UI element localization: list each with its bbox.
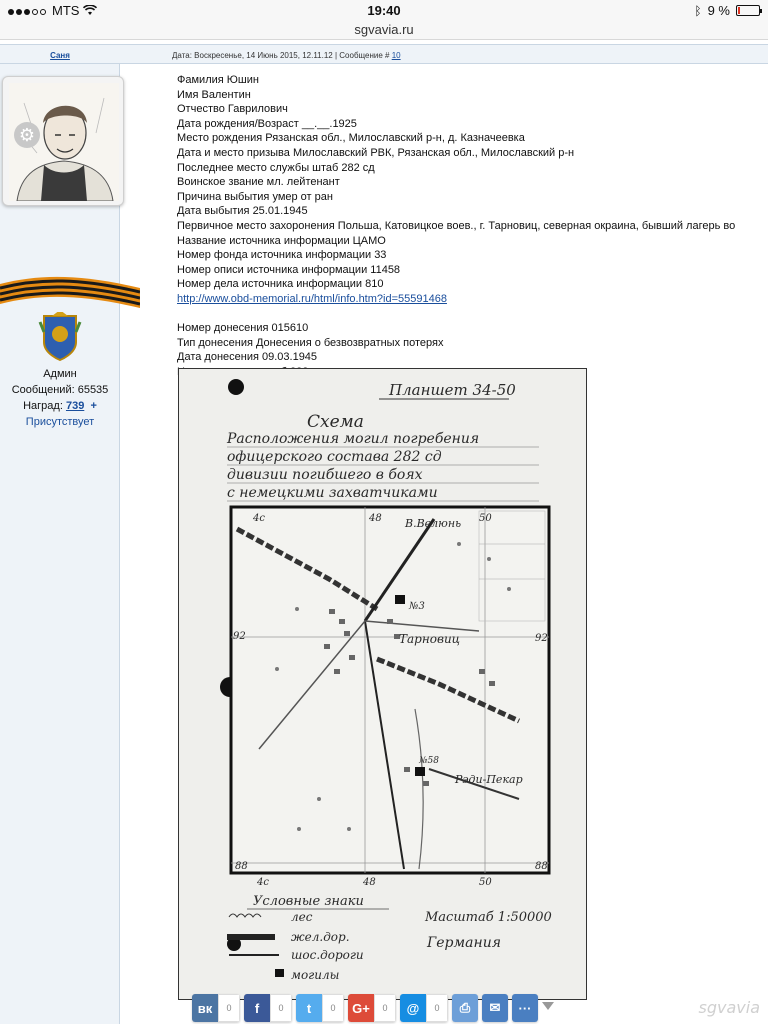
author-profile-panel: [0, 64, 120, 1024]
grid-label: 48: [369, 513, 382, 524]
share-twitter-button[interactable]: [296, 994, 344, 1022]
gear-icon[interactable]: ⚙: [14, 122, 40, 148]
town-label: В.Велюнь: [405, 517, 462, 530]
grid-label: 50: [479, 877, 492, 888]
google-plus-icon: G+: [348, 994, 374, 1022]
record-line: Дата и место призыва Милославский РВК, Рязанская обл., Милославский р-н: [177, 146, 575, 159]
record-line: Воинское звание мл. лейтенант: [177, 176, 340, 189]
scale-label: Масштаб 1:50000: [425, 910, 552, 925]
legend-title: Условные знаки: [253, 894, 364, 909]
grave-label: №58: [419, 756, 439, 766]
record-line: Номер дела источника информации 810: [177, 278, 384, 291]
share-facebook-button[interactable]: [244, 994, 292, 1022]
record-line: Последнее место службы штаб 282 сд: [177, 161, 375, 174]
record-line: Имя Валентин: [177, 88, 251, 101]
country-label: Германия: [427, 935, 501, 951]
post-date: Дата: Воскресенье, 14 Июнь 2015, 12.11.12 | Сообщение #: [172, 51, 392, 60]
share-count: 0: [426, 994, 448, 1022]
facebook-icon: f: [244, 994, 270, 1022]
awards-row: [0, 398, 120, 414]
coat-of-arms-icon: [38, 312, 82, 362]
awards-count-link[interactable]: 739: [65, 400, 85, 412]
sheet-header: Планшет 34-50: [389, 381, 516, 399]
grid-label: 48: [363, 877, 376, 888]
legend-rail: жел.дор.: [291, 930, 350, 944]
st-george-ribbon-image: [0, 274, 140, 310]
clock: 19:40: [367, 3, 401, 18]
record-line: Первичное место захоронения Польша, Катовицкое воев., г. Тарновиц, северная окраина, бывший лагерь во: [177, 219, 736, 232]
profile-stats: [0, 366, 120, 430]
grave-label: №3: [409, 601, 425, 612]
battery-percent: 9 %: [707, 3, 730, 18]
burial-scheme-scan[interactable]: [178, 368, 587, 1000]
presence-status: Присутствует: [25, 416, 95, 428]
grid-label: 92: [535, 633, 548, 644]
town-label: Тарновиц: [399, 632, 461, 646]
record-line: Дата выбытия 25.01.1945: [177, 205, 308, 218]
address-bar[interactable]: sgvavia.ru: [0, 22, 768, 40]
share-count: 0: [218, 994, 240, 1022]
print-icon: ⎙: [452, 994, 478, 1022]
record-line: Название источника информации ЦАМО: [177, 234, 386, 247]
record-line: Дата рождения/Возраст __.__.1925: [177, 117, 357, 130]
share-count: 0: [322, 994, 344, 1022]
email-icon: ✉: [482, 994, 508, 1022]
moimir-icon: @: [400, 994, 426, 1022]
grave-marker: [395, 595, 405, 604]
user-role: Админ: [43, 368, 77, 380]
collapse-arrow-icon[interactable]: [542, 1002, 554, 1010]
record-line: Номер фонда источника информации 33: [177, 249, 387, 262]
grave-marker: [415, 767, 425, 776]
share-count: 0: [270, 994, 292, 1022]
legend-forest: лес: [291, 910, 313, 924]
post-header: [0, 44, 768, 64]
grid-label: 88: [235, 861, 248, 872]
scheme-title-line: офицерского состава 282 сд: [227, 449, 442, 465]
scheme-title-line: Расположения могил погребения: [227, 431, 480, 447]
obd-memorial-link[interactable]: http://www.obd-memorial.ru/html/info.htm?id=55591468: [177, 292, 447, 305]
legend-road: шос.дороги: [291, 948, 364, 962]
add-award-button[interactable]: +: [90, 400, 97, 412]
grid-label: 50: [479, 513, 492, 524]
message-count: Сообщений: 65535: [11, 384, 109, 396]
share-email-button[interactable]: [482, 994, 508, 1022]
author-link[interactable]: Саня: [50, 51, 70, 60]
twitter-icon: t: [296, 994, 322, 1022]
grid-label: 92: [233, 631, 246, 642]
carrier-name: MTS: [52, 3, 80, 18]
share-count: 0: [374, 994, 396, 1022]
grid-label: 4с: [253, 513, 265, 524]
share-google-plus-button[interactable]: [348, 994, 396, 1022]
punch-hole: [228, 379, 244, 395]
record-line: Фамилия Юшин: [177, 74, 259, 86]
share-moimir-button[interactable]: [400, 994, 448, 1022]
share-print-button[interactable]: [452, 994, 478, 1022]
share-vk-button[interactable]: [192, 994, 240, 1022]
post-meta: [172, 51, 401, 60]
share-more-button[interactable]: [512, 994, 538, 1022]
grid-label: 88: [535, 861, 548, 872]
battery-icon: [736, 5, 760, 16]
record-line: Номер описи источника информации 11458: [177, 263, 401, 276]
grid-label: 4с: [257, 877, 269, 888]
report-line: Номер донесения 015610: [177, 322, 309, 335]
share-toolbar: [192, 994, 554, 1022]
vk-icon: вк: [192, 994, 218, 1022]
map-frame: [231, 507, 549, 873]
scheme-title-line: дивизии погибшего в боях: [227, 467, 423, 483]
record-line: Причина выбытия умер от ран: [177, 190, 333, 203]
post-content: [177, 73, 768, 379]
report-line: Дата донесения 09.03.1945: [177, 351, 318, 364]
report-line: Тип донесения Донесения о безвозвратных потерях: [177, 336, 444, 349]
scheme-title: Схема: [307, 412, 364, 432]
bluetooth-icon: ᛒ: [694, 3, 702, 18]
legend-graves: могилы: [291, 968, 340, 982]
town-label: Рэди-Пекар: [455, 773, 523, 786]
post-number-link[interactable]: 10: [391, 51, 401, 60]
record-line: Место рождения Рязанская обл., Милославский р-н, д. Казначеевка: [177, 132, 525, 145]
scheme-title-line: с немецкими захватчиками: [227, 485, 438, 501]
awards-label: Наград:: [23, 400, 66, 412]
site-watermark: sgvavia: [698, 998, 760, 1017]
record-line: Отчество Гаврилович: [177, 103, 288, 116]
more-icon: ···: [512, 994, 538, 1022]
ios-status-bar: [0, 0, 768, 22]
